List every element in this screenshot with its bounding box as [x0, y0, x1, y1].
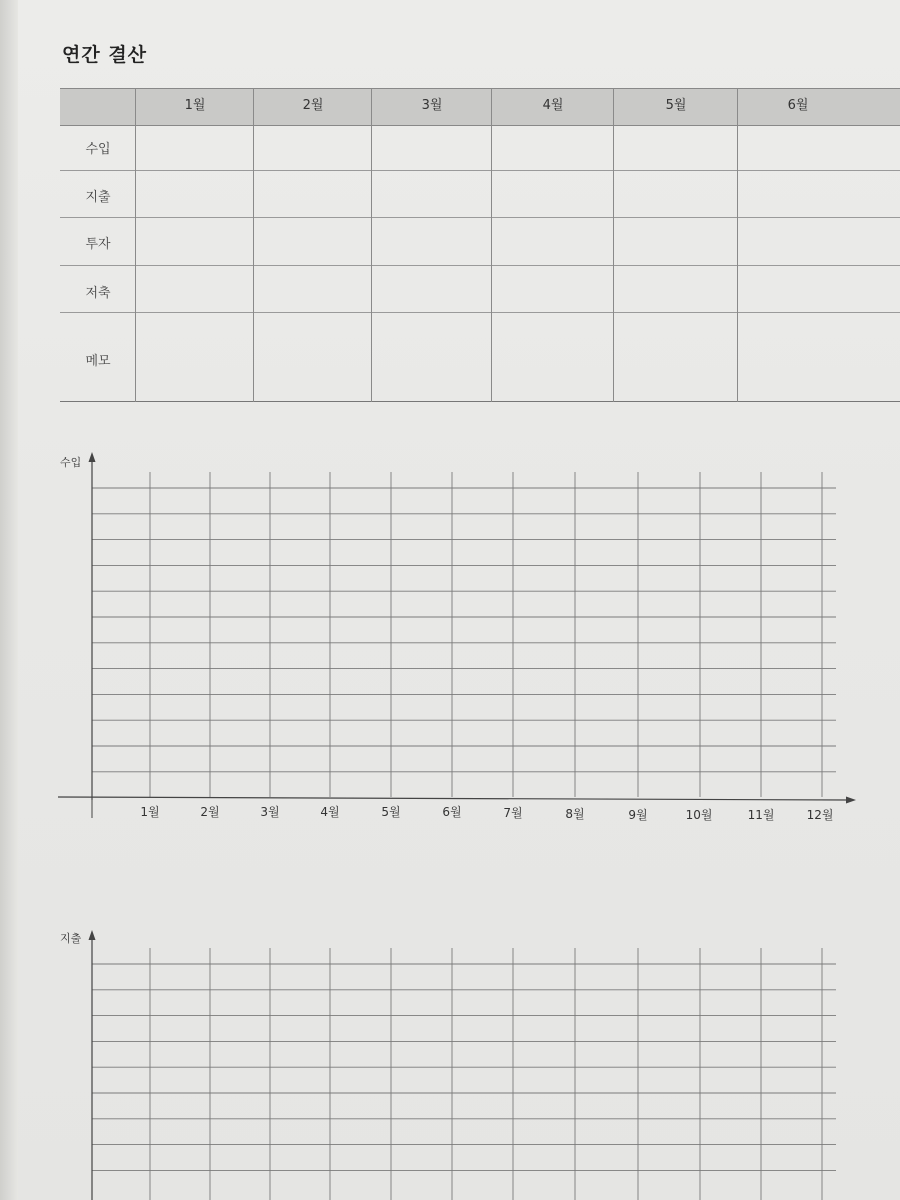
- row-label-expense: 지출: [85, 190, 111, 205]
- month-tick-label: 3월: [260, 805, 280, 819]
- month-tick-label: 10월: [685, 808, 713, 822]
- column-header-apr: 4월: [542, 98, 564, 113]
- month-tick-label: 7월: [503, 806, 523, 820]
- row-label-investment: 투자: [85, 237, 111, 252]
- expense-graph-y-label: 지출: [60, 932, 82, 945]
- month-tick-label: 4월: [320, 805, 340, 819]
- expense-y-axis-arrow-icon: [89, 930, 96, 940]
- income-x-axis: [58, 797, 848, 800]
- row-label-savings: 저축: [85, 286, 111, 301]
- month-tick-label: 9월: [628, 808, 648, 822]
- month-tick-label: 12월: [806, 808, 834, 822]
- income-x-axis-arrow-icon: [846, 797, 856, 804]
- month-tick-label: 5월: [381, 805, 401, 819]
- column-header-mar: 3월: [421, 98, 443, 113]
- row-label-memo: 메모: [85, 354, 111, 369]
- income-graph-y-label: 수입: [60, 456, 82, 469]
- page-title: 연간 결산: [62, 44, 148, 66]
- month-tick-label: 2월: [200, 805, 220, 819]
- income-grid-lines: [92, 472, 836, 797]
- income-y-axis-arrow-icon: [89, 452, 96, 462]
- column-header-jun: 6월: [787, 98, 809, 113]
- month-tick-label: 1월: [140, 805, 160, 819]
- expense-grid-lines: [92, 948, 836, 1200]
- column-header-jan: 1월: [184, 98, 206, 113]
- month-tick-label: 6월: [442, 805, 462, 819]
- column-header-feb: 2월: [302, 98, 324, 113]
- column-header-may: 5월: [665, 98, 687, 113]
- month-tick-label: 8월: [565, 807, 585, 821]
- month-tick-label: 11월: [747, 808, 775, 822]
- row-label-income: 수입: [85, 142, 111, 157]
